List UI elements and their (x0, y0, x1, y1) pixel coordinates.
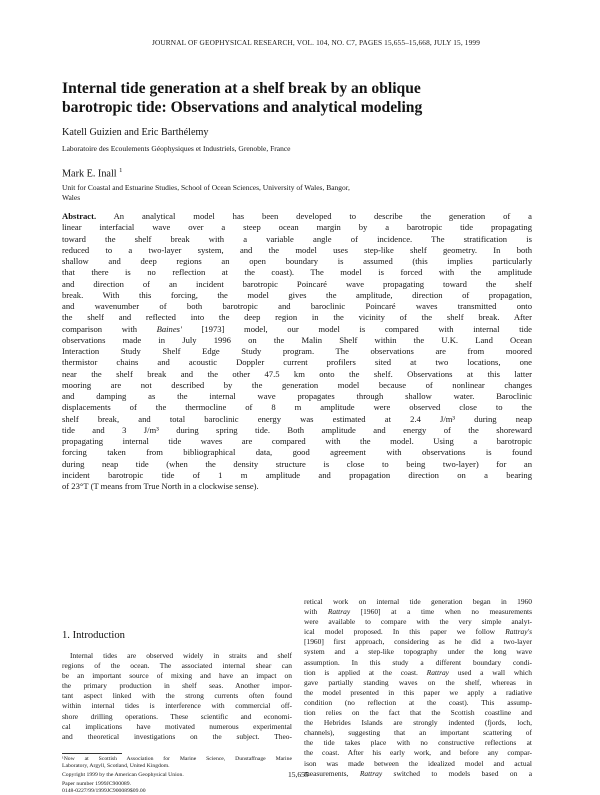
text-line: ¹Now at Scottish Association for Marine Science, Dunstaffnage Marine (62, 756, 292, 762)
abstract-line: comparison with Baines' [1973] model, our model is compared with internal tide (62, 323, 532, 334)
text-line: and theoretical investigations on the subject. Theo- (62, 731, 292, 741)
abstract-text: An analytical model has been developed to describe the generation of a (113, 211, 532, 221)
abstract-line: thermistor chains and acoustic Doppler current profilers sited at two locations, one (62, 357, 532, 368)
text-line: Laboratory, Argyll, Scotland, United Kingdom. (62, 763, 170, 770)
intro-right-column (304, 597, 532, 779)
title-line: Internal tide generation at a shelf break by an oblique (62, 80, 421, 97)
abstract (62, 211, 532, 492)
footnote-rule (62, 753, 122, 754)
issn-code: 0148-0227/99/1999JC900089$09.00 (62, 788, 146, 794)
affiliation-line: Wales (62, 193, 81, 202)
secondary-author-name: Mark E. Inall (62, 168, 117, 180)
primary-authors: Katell Guizien and Eric Barthélemy (62, 127, 209, 138)
abstract-line: tide and 3 J/m³ during spring tide. Both amplitude and energy of the shoreward (62, 424, 532, 435)
text-line: tion is applied at the coast. Rattray used a wall which (304, 667, 532, 677)
abstract-line: and damping as the internal wave propagates through shallow water. Baroclinic (62, 391, 532, 401)
text-line: shore drilling operations. These scientific and economi- (62, 711, 292, 721)
abstract-line: break. With this forcing, the model gives the amplitude, direction of propagation, (62, 289, 532, 300)
text-line: Internal tides are observed widely in straits and shelf (70, 651, 292, 660)
abstract-line: shelf break, and total baroclinic energy was estimated at 2.4 J/m³ during neap (62, 413, 532, 424)
text-line: [1960] first approach, considering as he did a two-layer (304, 637, 532, 647)
page-number: 15,655 (288, 770, 309, 779)
abstract-line: linear interfacial wave over a steep ocean margin by a barotropic tide propagating (62, 222, 532, 233)
abstract-line: during neap tide (when the density structure is close to being two-layer) for an (62, 458, 532, 469)
text-line: be an important source of mixing and have an impact on (62, 671, 292, 681)
abstract-line: Interaction Study Shelf Edge Study program. The observations are from moored (62, 346, 532, 356)
text-line: were available to compare with the very simple analyt- (304, 617, 532, 627)
text-line: ical model proposed. In this paper we follow Rattray's (304, 627, 532, 637)
text-line: gave partially standing waves on the shelf, whereas in (304, 677, 532, 687)
abstract-lead: Abstract. (62, 211, 97, 221)
text-line: the model presented in this paper we apply a radiative (304, 687, 532, 697)
running-header: JOURNAL OF GEOPHYSICAL RESEARCH, VOL. 104, NO. C7, PAGES 15,655–15,668, JULY 15, 1999 (151, 38, 480, 47)
primary-affiliation: Laboratoire des Ecoulements Géophysiques et Industriels, Grenoble, France (62, 144, 291, 153)
text-line: the tide takes place with no constructive reflections at (304, 738, 532, 748)
abstract-line: displacements of the thermocline of 8 m amplitude were observed close to the (62, 402, 532, 413)
text-line: within internal tides is interference with commercial off- (62, 701, 292, 711)
text-line: regions of the ocean. The associated internal shear can (62, 661, 292, 671)
abstract-line: incident barotropic tide of 1 m amplitude and propagation direction on a bearing (62, 469, 532, 480)
abstract-line: near the shelf break and the other 47.5 km onto the shelf. Observations at this latter (62, 368, 532, 379)
paper-title (62, 79, 522, 117)
text-line: with Rattray [1960] at a time when no measurements (304, 607, 532, 617)
abstract-line: the shelf and reflected into the deep region in the vicinity of the shelf break. After (62, 312, 532, 323)
text-line: assumption. In this study a different boundary condi- (304, 657, 532, 667)
footnote (62, 756, 292, 771)
affiliation-line: Unit for Coastal and Estuarine Studies, School of Ocean Sciences, University of Wales, Bangor, (62, 183, 350, 192)
text-line: ison was made between the idealized model and actual (304, 758, 532, 768)
text-line: retical work on internal tide generation began in 1960 (304, 597, 532, 606)
intro-left-column (62, 651, 292, 742)
abstract-line: that there is no reflection at the coast). The model is forced with the amplitude (62, 267, 532, 278)
abstract-line: reduced to a two-layer system, and the model uses step-like shelf geometry. In both (62, 244, 532, 255)
abstract-line: and direction of an incident barotropic Poincaré wave propagating toward the shelf (62, 278, 532, 289)
secondary-author (62, 167, 122, 179)
abstract-line: of 23°T (T means from True North in a clockwise sense). (62, 481, 259, 491)
text-line: tant aspect linked with the strong currents often found (62, 691, 292, 701)
secondary-affiliation (62, 183, 392, 203)
text-line: measurements, Rattray switched to models based on a (304, 768, 532, 778)
paper-number: Paper number 1999JC900089. (62, 781, 132, 787)
section-heading: 1. Introduction (62, 630, 125, 641)
text-line: the coast. After his early work, and before any compar- (304, 748, 532, 758)
abstract-line (62, 211, 532, 222)
title-line: barotropic tide: Observations and analytical modeling (62, 99, 423, 116)
abstract-line: propagating internal tide waves are compared with the model. Using a barotropic (62, 436, 532, 446)
abstract-line: forcing taken from bibliographical data, good agreement with observations is found (62, 447, 532, 458)
abstract-line: and wavenumber of both barotropic and baroclinic Poincaré waves transmitted onto (62, 301, 532, 311)
paper-number-block (62, 781, 146, 795)
text-line: tion relies on the fact that the Scottish coastline and (304, 708, 532, 718)
copyright-notice: Copyright 1999 by the American Geophysical Union. (62, 772, 184, 778)
abstract-line: observations made in July 1996 on the Malin Shelf within the U.K. Land Ocean (62, 334, 532, 345)
text-line: channels), suggesting that an important scattering of (304, 728, 532, 738)
text-line: the Hebrides Islands are strongly indented (fjords, loch, (304, 718, 532, 728)
abstract-line: mooring are not described by the generation model because of nonlinear changes (62, 379, 532, 390)
text-line: the primary production in shelf seas. Another impor- (62, 681, 292, 691)
text-line: system and a step-like topography under the long wave (304, 647, 532, 657)
text-line: cal implications have motivated numerous experimental (62, 721, 292, 731)
footnote-marker: 1 (119, 167, 123, 174)
text-line: condition (no reflection at the coast). This assump- (304, 697, 532, 707)
abstract-line: shallow and deep regions an open boundary is assumed (this implies particularly (62, 256, 532, 266)
abstract-line: toward the shelf break with a variable angle of incidence. The stratification is (62, 233, 532, 244)
